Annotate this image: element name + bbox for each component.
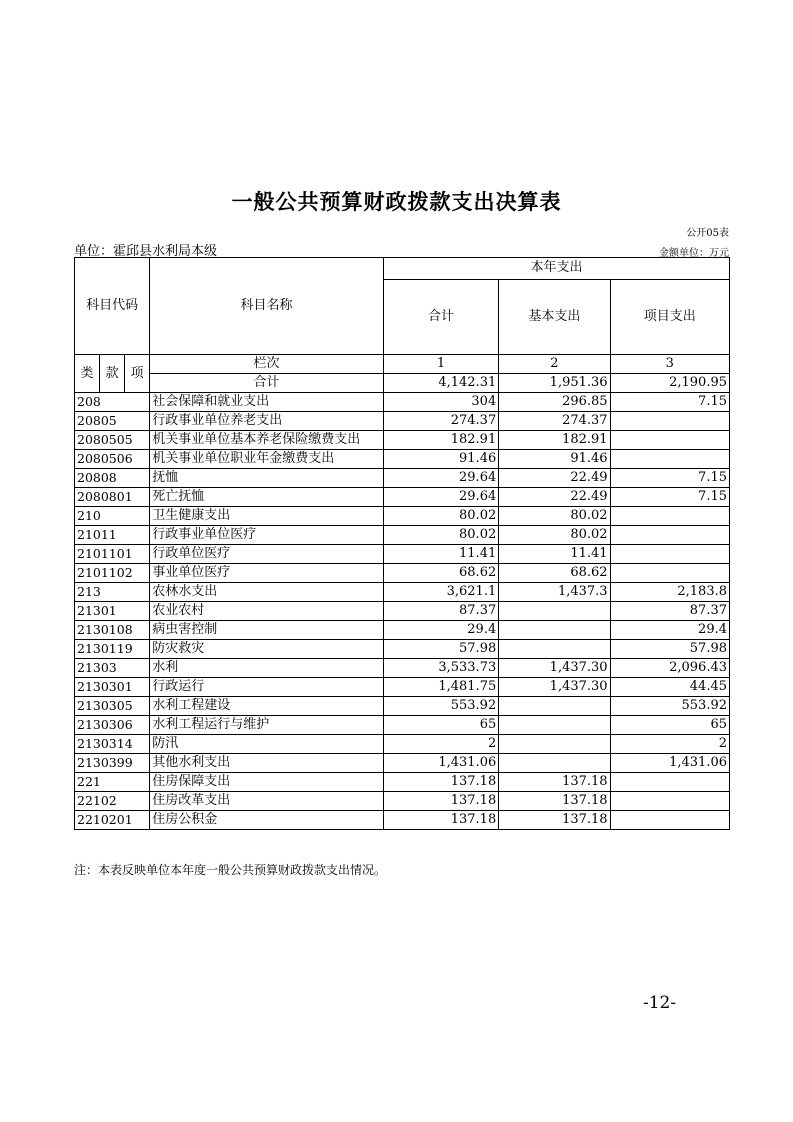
sum-project: 2,190.95 bbox=[610, 374, 729, 393]
row-basic bbox=[499, 697, 610, 716]
table-row bbox=[75, 469, 730, 488]
row-project: 7.15 bbox=[610, 488, 729, 507]
table-row bbox=[75, 412, 730, 431]
row-name: 行政事业单位养老支出 bbox=[150, 412, 384, 431]
row-basic: 274.37 bbox=[499, 412, 610, 431]
header-project: 项目支出 bbox=[610, 279, 729, 354]
row-code: 2130306 bbox=[75, 716, 150, 735]
header-subject-name: 科目名称 bbox=[150, 258, 384, 355]
row-code: 2130119 bbox=[75, 640, 150, 659]
table-row bbox=[75, 583, 730, 602]
table-row bbox=[75, 450, 730, 469]
table-row bbox=[75, 545, 730, 564]
row-project: 1,431.06 bbox=[610, 754, 729, 773]
row-total: 1,481.75 bbox=[383, 678, 498, 697]
row-name: 住房公积金 bbox=[150, 811, 384, 830]
row-basic: 68.62 bbox=[499, 564, 610, 583]
row-code: 208 bbox=[75, 393, 150, 412]
row-name: 行政事业单位医疗 bbox=[150, 526, 384, 545]
row-total: 304 bbox=[383, 393, 498, 412]
row-code: 2080506 bbox=[75, 450, 150, 469]
table-row bbox=[75, 754, 730, 773]
row-code: 2101101 bbox=[75, 545, 150, 564]
row-project bbox=[610, 412, 729, 431]
footnote: 注：本表反映单位本年度一般公共预算财政拨款支出情况。 bbox=[74, 863, 387, 877]
header-kuan: 款 bbox=[100, 355, 125, 393]
row-basic: 1,437.30 bbox=[499, 678, 610, 697]
row-basic: 80.02 bbox=[499, 507, 610, 526]
row-code: 2080801 bbox=[75, 488, 150, 507]
row-name: 死亡抚恤 bbox=[150, 488, 384, 507]
table-row bbox=[75, 393, 730, 412]
row-total: 68.62 bbox=[383, 564, 498, 583]
row-code: 221 bbox=[75, 773, 150, 792]
row-basic: 1,437.30 bbox=[499, 659, 610, 678]
row-project: 44.45 bbox=[610, 678, 729, 697]
row-total: 3,533.73 bbox=[383, 659, 498, 678]
row-name: 其他水利支出 bbox=[150, 754, 384, 773]
row-code: 21301 bbox=[75, 602, 150, 621]
column-index-1: 1 bbox=[383, 355, 498, 374]
row-project bbox=[610, 564, 729, 583]
row-basic: 22.49 bbox=[499, 469, 610, 488]
row-total: 1,431.06 bbox=[383, 754, 498, 773]
table-row bbox=[75, 716, 730, 735]
row-code: 213 bbox=[75, 583, 150, 602]
row-basic: 80.02 bbox=[499, 526, 610, 545]
row-total: 87.37 bbox=[383, 602, 498, 621]
row-basic bbox=[499, 716, 610, 735]
row-name: 事业单位医疗 bbox=[150, 564, 384, 583]
row-basic bbox=[499, 640, 610, 659]
row-total: 182.91 bbox=[383, 431, 498, 450]
header-current-year: 本年支出 bbox=[383, 258, 729, 280]
row-project bbox=[610, 431, 729, 450]
row-total: 137.18 bbox=[383, 792, 498, 811]
row-project: 57.98 bbox=[610, 640, 729, 659]
amount-unit: 金额单位：万元 bbox=[659, 248, 729, 259]
row-name: 水利 bbox=[150, 659, 384, 678]
unit-label: 单位：霍邱县水利局本级 bbox=[74, 244, 218, 259]
row-code: 2130108 bbox=[75, 621, 150, 640]
row-total: 3,621.1 bbox=[383, 583, 498, 602]
row-project: 87.37 bbox=[610, 602, 729, 621]
row-name: 卫生健康支出 bbox=[150, 507, 384, 526]
row-total: 137.18 bbox=[383, 811, 498, 830]
header-total: 合计 bbox=[383, 279, 498, 354]
row-name: 水利工程建设 bbox=[150, 697, 384, 716]
column-index-2: 2 bbox=[499, 355, 610, 374]
row-basic: 11.41 bbox=[499, 545, 610, 564]
table-row bbox=[75, 792, 730, 811]
header-basic: 基本支出 bbox=[499, 279, 610, 354]
page-title: 一般公共预算财政拨款支出决算表 bbox=[231, 189, 562, 214]
row-project: 2,183.8 bbox=[610, 583, 729, 602]
table-row bbox=[75, 507, 730, 526]
sum-row-label: 合计 bbox=[150, 374, 384, 393]
row-total: 29.64 bbox=[383, 469, 498, 488]
row-total: 137.18 bbox=[383, 773, 498, 792]
row-total: 80.02 bbox=[383, 526, 498, 545]
table-row bbox=[75, 602, 730, 621]
row-name: 抚恤 bbox=[150, 469, 384, 488]
header-lei: 类 bbox=[75, 355, 100, 393]
table-row bbox=[75, 640, 730, 659]
row-basic: 137.18 bbox=[499, 792, 610, 811]
row-total: 29.4 bbox=[383, 621, 498, 640]
row-name: 病虫害控制 bbox=[150, 621, 384, 640]
table-row bbox=[75, 773, 730, 792]
row-total: 80.02 bbox=[383, 507, 498, 526]
row-code: 20808 bbox=[75, 469, 150, 488]
row-basic: 91.46 bbox=[499, 450, 610, 469]
row-code: 20805 bbox=[75, 412, 150, 431]
row-basic bbox=[499, 754, 610, 773]
row-code: 210 bbox=[75, 507, 150, 526]
row-project bbox=[610, 526, 729, 545]
row-code: 2130305 bbox=[75, 697, 150, 716]
row-total: 553.92 bbox=[383, 697, 498, 716]
row-basic bbox=[499, 621, 610, 640]
row-name: 机关事业单位职业年金缴费支出 bbox=[150, 450, 384, 469]
row-total: 274.37 bbox=[383, 412, 498, 431]
table-row bbox=[75, 811, 730, 830]
row-code: 2101102 bbox=[75, 564, 150, 583]
table-row bbox=[75, 735, 730, 754]
row-project: 2,096.43 bbox=[610, 659, 729, 678]
row-name: 防灾救灾 bbox=[150, 640, 384, 659]
row-code: 2210201 bbox=[75, 811, 150, 830]
budget-table bbox=[74, 257, 730, 830]
sum-total: 4,142.31 bbox=[383, 374, 498, 393]
row-total: 91.46 bbox=[383, 450, 498, 469]
row-total: 11.41 bbox=[383, 545, 498, 564]
row-code: 2130399 bbox=[75, 754, 150, 773]
row-project: 7.15 bbox=[610, 393, 729, 412]
row-name: 住房改革支出 bbox=[150, 792, 384, 811]
row-project: 65 bbox=[610, 716, 729, 735]
row-code: 2130301 bbox=[75, 678, 150, 697]
table-row bbox=[75, 488, 730, 507]
row-code: 22102 bbox=[75, 792, 150, 811]
row-code: 2080505 bbox=[75, 431, 150, 450]
row-name: 农业农村 bbox=[150, 602, 384, 621]
row-name: 行政运行 bbox=[150, 678, 384, 697]
row-project bbox=[610, 545, 729, 564]
row-basic bbox=[499, 735, 610, 754]
row-name: 住房保障支出 bbox=[150, 773, 384, 792]
table-row bbox=[75, 678, 730, 697]
table-row bbox=[75, 526, 730, 545]
row-project bbox=[610, 507, 729, 526]
table-row bbox=[75, 431, 730, 450]
row-name: 机关事业单位基本养老保险缴费支出 bbox=[150, 431, 384, 450]
row-code: 21011 bbox=[75, 526, 150, 545]
column-index-3: 3 bbox=[610, 355, 729, 374]
page-number: -12- bbox=[643, 993, 677, 1013]
row-project: 29.4 bbox=[610, 621, 729, 640]
row-code: 21303 bbox=[75, 659, 150, 678]
row-project bbox=[610, 811, 729, 830]
form-code: 公开05表 bbox=[686, 228, 729, 239]
row-total: 2 bbox=[383, 735, 498, 754]
row-basic: 182.91 bbox=[499, 431, 610, 450]
row-basic: 1,437.3 bbox=[499, 583, 610, 602]
table-row bbox=[75, 659, 730, 678]
sum-basic: 1,951.36 bbox=[499, 374, 610, 393]
row-basic: 137.18 bbox=[499, 773, 610, 792]
row-basic bbox=[499, 602, 610, 621]
row-basic: 296.85 bbox=[499, 393, 610, 412]
header-xiang: 项 bbox=[125, 355, 150, 393]
row-name: 社会保障和就业支出 bbox=[150, 393, 384, 412]
header-subject-code: 科目代码 bbox=[75, 258, 150, 355]
row-project bbox=[610, 792, 729, 811]
row-name: 行政单位医疗 bbox=[150, 545, 384, 564]
row-name: 水利工程运行与维护 bbox=[150, 716, 384, 735]
row-project: 7.15 bbox=[610, 469, 729, 488]
row-name: 农林水支出 bbox=[150, 583, 384, 602]
row-total: 65 bbox=[383, 716, 498, 735]
row-basic: 137.18 bbox=[499, 811, 610, 830]
row-total: 29.64 bbox=[383, 488, 498, 507]
column-index-label: 栏次 bbox=[150, 355, 384, 374]
row-project bbox=[610, 450, 729, 469]
table-row bbox=[75, 564, 730, 583]
table-row bbox=[75, 697, 730, 716]
row-total: 57.98 bbox=[383, 640, 498, 659]
row-project: 553.92 bbox=[610, 697, 729, 716]
row-project bbox=[610, 773, 729, 792]
row-name: 防汛 bbox=[150, 735, 384, 754]
table-row bbox=[75, 621, 730, 640]
row-basic: 22.49 bbox=[499, 488, 610, 507]
row-project: 2 bbox=[610, 735, 729, 754]
row-code: 2130314 bbox=[75, 735, 150, 754]
